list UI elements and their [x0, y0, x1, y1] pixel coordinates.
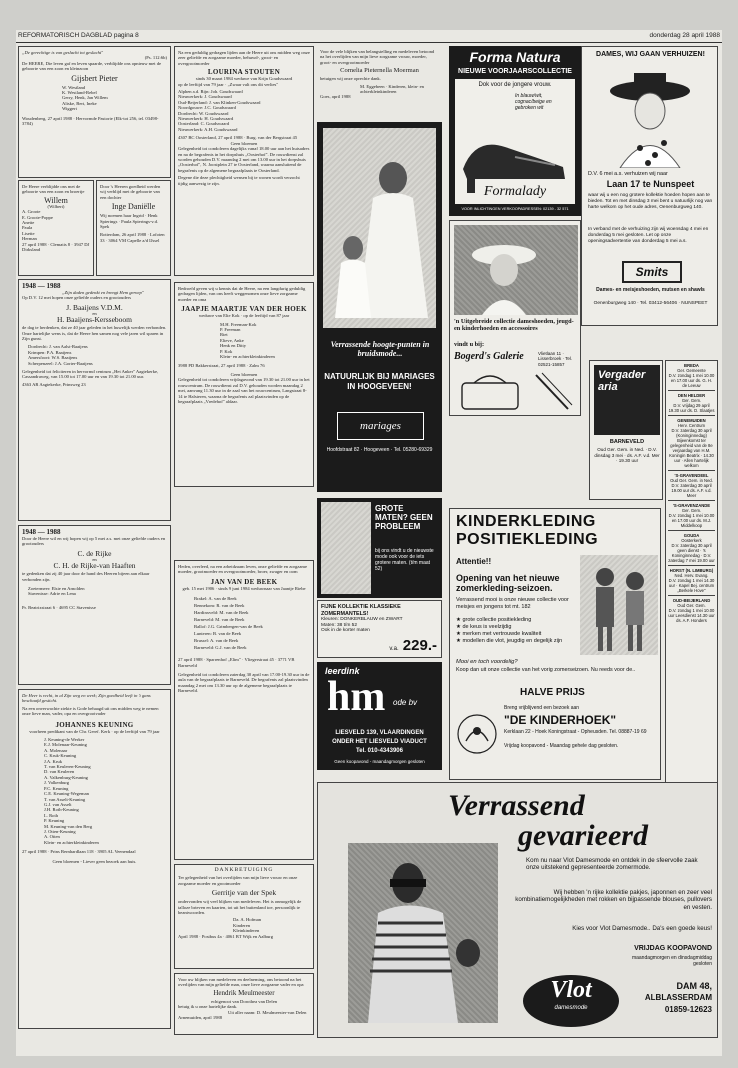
name-line: E. Groote-Poppe	[22, 214, 53, 220]
family-line: Klein- en achterkleinkinderen	[220, 354, 275, 360]
barneveld-place: BARNEVELD	[609, 439, 645, 445]
service-title: 'S-GRAVENDEEL	[674, 473, 709, 478]
thanks-vanderspek	[174, 864, 314, 969]
smits-body2: In verband met de verhuizing zijn wij woensdag 4 mei en donderdag 5 mei gesloten. Let op onze openingsadvertentie van donderdag 5 mei a.s.	[588, 227, 709, 244]
service-title: GENEMUIDEN	[677, 418, 706, 423]
service-item	[668, 418, 715, 468]
family-line: A. Otten	[44, 834, 60, 840]
model-photo	[321, 502, 371, 594]
header-right: donderdag 28 april 1988	[649, 32, 720, 39]
service-body: D.V. zaterdag 30 april 19.00 uur ds. A.F. v.d. Meer	[671, 483, 712, 498]
vlot-addr: DAM 48,	[676, 981, 712, 991]
service-title: BREDA	[684, 363, 699, 368]
vlot-lead: Kom nu naar Vlot Damesmode en ontdek in de sfeervolle zaak onze uitstekend gepresenteerde zomermode.	[526, 857, 698, 872]
notice-lead: Voor uw blijken van medeleven en deelneming, ons betoond na het overlijden van mijn geliefde man, onze lieve zorgzame vader en opa	[178, 977, 304, 988]
kinderhoek-q2: Koop dan uit onze collectie van het vorig zomerseizoen. Nu reeds voor de..	[456, 667, 636, 673]
service-title: 'S-GRAVENZANDE	[672, 503, 711, 508]
notice-lead: De Heere verblijdde ons met de geboorte van een zoon en broertje	[22, 184, 85, 195]
notice-name1: J. Baaijens V.D.M.	[66, 302, 123, 312]
vlot-title1: Verrassend	[448, 789, 585, 822]
notice-footer: Geen bloemen - Liever geen bezoek aan huis.	[52, 858, 137, 864]
family-line: Dordrecht: W. Goudswaard	[178, 110, 229, 116]
vlot-body2: Kies voor Vlot Damesmode.. Da's een goede keus!	[572, 925, 712, 932]
notice-sub: sinds 30 maart 1984 weduwe van Krijn Goudswaard	[195, 76, 293, 82]
notice-address: Pr. Beatrixstraat 6 · 4695 CC Stavenisse	[22, 604, 96, 610]
hat-girl-photo	[454, 225, 578, 315]
vlot-logo	[523, 975, 619, 1027]
smits-date: D.V. 6 mei a.s. verhuizen wij naar	[588, 171, 668, 177]
service-sub: Ned. Herv. Evang.	[674, 573, 709, 578]
parent-line: Gerry, Henk, Jan Willem	[62, 95, 108, 101]
service-item	[668, 473, 715, 498]
notice-age: op de leeftijd van 79 jaar · „Zwaar valt ons dit verlies"	[178, 81, 279, 87]
barneveld-logo: Vergader aria	[594, 365, 660, 435]
family-line: Nieuwerkerk: A.H. Goudswaard	[178, 126, 238, 132]
smits-newaddr: Laan 17 te Nunspeet	[606, 179, 695, 189]
children-photo	[580, 555, 658, 655]
notice-title: DANKBETUIGING	[214, 867, 274, 873]
hat-lady-illustration	[600, 63, 700, 168]
leerdink-tel: Tel. 010-4343906	[356, 748, 403, 754]
notice-lead: Na een geduldig gedragen lijden aan de Heere uit ons midden weg onze zeer geliefde en zorgzame moeder, behuwd-, groot- en overgrootmoeder	[178, 50, 310, 66]
service-item	[668, 598, 715, 623]
notice-lead: Heden, overleed, na een arbeidzaam leven, onze geliefde en zorgzame moeder, grootmoeder en overgrootmoeder, broer, zwager en oom	[178, 564, 307, 575]
notice-sign: Uit aller naam: D. Meulmeester-van Delen	[228, 1009, 307, 1015]
notice-address: 3988 PD Bakkerstraat, 27 april 1988 · Zalm 76	[178, 363, 265, 369]
thanks-moerman	[317, 46, 442, 118]
family-line: G.J. van Asselt	[44, 801, 72, 807]
birth-notice-willem	[18, 180, 94, 276]
notice-visit: Geen bloemen	[230, 371, 258, 377]
kinderhoek-note: Vrijdag koopavond - Maandag gehele dag gesloten.	[504, 743, 619, 749]
leerdink-brand: leerdink	[325, 666, 360, 676]
notice-name: Inge Daniëlle	[111, 202, 156, 212]
service-body: D.V. zondag 1 mei 10.00 en 17.00 uur ds. G. H. de Leeuw	[668, 373, 715, 388]
notice-body: te gedenken dat zij 40 jaar door de hand des Heeren bijeen aan elkaar verbonden zijn.	[22, 571, 150, 582]
family-line: Klein- en achterkleinkinderen	[44, 839, 99, 845]
notice-lead: Door 's Heeren goedheid werden wij verblijd met de geboorte van een dochter	[100, 184, 161, 200]
smits-logo: Smits	[622, 261, 682, 283]
divider	[668, 500, 715, 501]
family-line: E.J. Molenaar-Keuning	[44, 742, 87, 748]
service-item	[668, 503, 715, 528]
vlot-title2: gevarieerd	[518, 819, 648, 852]
service-body: D.V. zondag 1 mei 10.00 en 17.00 uur ds. M.J. Middelkoop	[668, 513, 715, 528]
name-line: Paula	[22, 225, 33, 231]
leerdink-sub: ONDER HET LIESVELD VIADUCT	[332, 739, 427, 745]
grotematen-body: bij ons vindt u de nieuwste mode ook voor de iets grotere maten. (t/m maat 52)	[375, 548, 434, 572]
family-line: J.A. Kruk	[44, 758, 62, 764]
family-line: Ballof: J.G. Grimbergen-van de Beek	[194, 624, 263, 630]
notice-family	[178, 595, 310, 651]
family-line: Brussel: A. van de Beek	[194, 638, 239, 644]
notice-visit: Geen bloemen	[230, 140, 258, 146]
mariages-slogan: NATUURLIJK BIJ MARIAGES IN HOOGEVEEN!	[324, 372, 435, 391]
notice-name2: C. H. de Rijke-van Haaften	[53, 561, 136, 571]
service-body: D.V. zaterdag 30 april geen dienst · 's Koninginnedag · D.V. zaterdag 7 mei 19.00 uur	[668, 543, 715, 563]
service-body: D.V. zondag 1 mei 14.30 uur · Kapel Bej. centrum „Berkele Hove"	[668, 578, 715, 593]
obituary-stouten	[174, 46, 314, 276]
formanatura-model: Formalady	[483, 184, 547, 199]
bogerd-brand: Bogerd's Galerie	[454, 351, 524, 362]
zomermantels-sizes: Maten: 38 t/m 52	[321, 622, 357, 628]
bogerd-line2: vindt u bij:	[454, 341, 485, 348]
family-line: C. Kruk-Keuning	[44, 753, 77, 759]
notice-body: de dag te herdenken, dat ze 40 jaar geleden in het huwelijk werden verbonden. Onze hartelijke wens is, dat de Heere hen samen nog vele jaren wil sparen in Zijn gunst.	[22, 325, 167, 342]
notice-lead: Ter gelegenheid van het overlijden van mijn lieve vrouw en onze zorgzame moeder en grootmoeder	[178, 875, 298, 886]
service-sub: Oud Ger. Gem. in Ned.	[670, 478, 713, 483]
obituary-vanderhoek	[174, 282, 314, 487]
family-line: Krimpen: P.A. Baaijens	[28, 349, 72, 355]
notice-lead: Op D.V. 12 mei hopen onze geliefde ouders en grootouders	[22, 295, 131, 301]
family-line: D. van Keuleren	[44, 769, 75, 775]
notice-family	[178, 89, 310, 132]
price-value: 229.-	[402, 637, 437, 654]
bullet-item: ★ grote collectie positiekleding	[456, 617, 532, 623]
girl-hat-illustration	[454, 225, 578, 315]
kinderhoek-title2: POSITIEKLEDING	[456, 531, 599, 548]
notice-body: ondervonden wij veel blijken van medeleven. Het is onmogelijk de talloze brieven en kaarten, tot uit het buitenland toe, persoonlijk te beantwoorden.	[178, 899, 302, 916]
notice-reception: Gelegenheid tot feliciteren in hervormd centrum „Het Anker" Aagtekerke, Cassandraweg, van 15.00 tot 17.00 uur en van 19.30 tot 21.00 uur.	[22, 369, 159, 380]
service-sub: Ger. Gemeente	[677, 368, 706, 373]
formanatura-note: In blauw/wit, cognac/beige en gebroken wit	[515, 93, 552, 111]
mariages-address: Hoofdstraat 82 · Hoogeveen · Tel. 05280-69329	[326, 447, 433, 453]
bullet-item: ★ modellen die vlot, jeugdig en degelijk zijn	[456, 638, 563, 644]
service-body: D.V. zaterdag 30 april (Koninginnedag) Bijeenkomst ter gelegenheid van de 8e verjaardag van H.M. Koningin Beatrix · 14.30 uur · Allen hartelijk welkom	[669, 428, 714, 468]
notice-lead: Na een onverwachte ziekte is Gode behaagd uit ons midden weg te nemen onze lieve man, vader, opa en overgrootvader	[22, 705, 159, 717]
smits-title: DAMES, WIJ GAAN VERHUIZEN!	[596, 51, 705, 58]
zomermantels-title: FIJNE KOLLEKTIE KLASSIEKE ZOMERMANTELS!	[321, 604, 401, 617]
vlot-hours: VRIJDAG KOOPAVOND	[634, 945, 712, 952]
leerdink-subbrand: ode bv	[393, 698, 418, 707]
service-item	[668, 393, 715, 413]
service-item	[668, 568, 715, 593]
family-line: J. Keuning-de Werker	[44, 737, 85, 743]
family-line: M.H. Freeman-Kok	[220, 321, 257, 327]
smits-tagline: Dames- en meisjeshoeden, mutsen en shawls	[596, 287, 705, 293]
bogerd-line1: 'n Uitgebreide collectie dameshoeden, jeugd- en kinderhoeden en accessoires	[454, 318, 574, 333]
notice-place: 27 april 1988 · Clematis 8 · 3947 DJ Dirksland	[22, 241, 90, 253]
family-line: Amersfoort: W.S. Baaijens	[28, 355, 78, 361]
ad-zomermantels	[317, 600, 442, 658]
notice-family	[22, 586, 167, 597]
name-line: Anette	[22, 220, 35, 226]
family-line: Kinderen	[233, 922, 251, 928]
family-line: C.E. Keuning-Wegeman	[44, 791, 89, 797]
zomermantels-price	[389, 637, 437, 654]
mariages-headline: Verrassende hoogte-punten in bruidsmode...	[330, 340, 430, 358]
bullet-item: ★ merken met vertrouwde kwaliteit	[456, 631, 542, 637]
notice-name: Gerritje van der Spek	[211, 888, 277, 898]
notice-lead: Bedroefd geven wij u kennis dat de Heere, na een langdurig geduldig gedragen lijden, van ons heeft weggenomen onze lieve zorgzame moeder en oma	[178, 286, 306, 302]
divider	[668, 415, 715, 416]
parent-line: K. Westland-Rebel	[62, 90, 97, 96]
family-line: J. Valkenburg	[44, 780, 70, 786]
family-line: P. Keuning	[44, 818, 65, 824]
service-item	[668, 363, 715, 388]
service-sub: Herv. Centrum	[678, 423, 705, 428]
handbag-illustration	[456, 369, 576, 413]
family-line: A. Valkenburg-Keuning	[44, 774, 88, 780]
ad-mariages	[317, 122, 442, 492]
family-line: Henk en Ditty	[220, 343, 247, 349]
zomermantels-offer: Ook in de korter maten	[321, 628, 370, 634]
service-title: DEN HELDER	[677, 393, 706, 398]
divider	[668, 595, 715, 596]
kinderhoek-q: Mooi en toch voordelig?	[456, 659, 518, 665]
leerdink-address: LIESVELD 139, VLAARDINGEN	[335, 730, 424, 736]
kinderhoek-bullets	[456, 617, 578, 645]
notice-sub: weduwe van Elie Kok · op de leeftijd van 87 jaar	[198, 313, 290, 319]
notice-name1: C. de Rijke	[77, 548, 112, 558]
notice-body: Gelegenheid tot condoleren zaterdag 30 april van 17.00-19.30 uur in de aula van de begraafplaats te Barneveld. De begrafenis zal plaatsvinden maandag 2 mei om 13.30 uur op de algemene begraafplaats te Barneveld.	[178, 672, 310, 694]
notice-address: Woudenberg, 27 april 1988 · Hervormde Pastorie (Elk-tot 256, tel. 03498-3784)	[22, 115, 159, 127]
header-left: REFORMATORISCH DAGBLAD pagina 8	[18, 32, 139, 39]
divider	[668, 390, 715, 391]
kinderhoek-brand: "DE KINDERHOEK"	[504, 713, 617, 727]
notice-family	[22, 344, 167, 366]
family-line: A. Molenaar	[44, 747, 68, 753]
parent-line: Aliske, Bert, Ineke	[62, 100, 97, 106]
notice-name: Gijsbert Pieter	[71, 73, 118, 83]
smits-body: waar wij u een nog grotere kollektie hoeden hopen aan te bieden. Tot en met dinsdag 3 mei bent u natuurlijk nog van harte welkom op het oude adres, Oenenburgweg 140.	[588, 193, 713, 210]
notice-en: en	[92, 556, 97, 562]
family-line: P.C. Keuning	[44, 785, 69, 791]
mariages-logo: mariages	[337, 412, 424, 440]
birth-notice-gijsbert	[18, 46, 171, 178]
service-title: OUD-BEIJERLAND	[672, 598, 711, 603]
service-title: HORST (N. LIMBURG)	[669, 568, 714, 573]
notice-name: JAN VAN DE BEEK	[210, 577, 278, 586]
notice-intro: De Heer is recht, in al Zijn weg en werk; Zijn goedheid leeft in 't gans beschaafd gesticht.	[22, 693, 151, 704]
service-body: D.V. zondag 1 mei 10.00 uur Leesdienst 14.30 uur ds. A.F. Honders	[668, 608, 715, 623]
ad-barneveld	[589, 360, 663, 500]
service-sub: Ger. Gem.	[681, 508, 702, 513]
model-illustration	[348, 843, 498, 1023]
notice-name: Cornelia Pieternella Moerman	[340, 67, 419, 75]
service-item	[668, 533, 715, 563]
family-line: L. Roth	[44, 812, 59, 818]
kinderhoek-body: Verrassend mooi is onze nieuwe collectie voor meisjes en jongens tot mt. 182	[456, 597, 569, 610]
notice-sign: M. Eggebeen · Kinderen, klein- en achterkleinkinderen	[360, 83, 424, 95]
formanatura-sub: Dok voor de jongere vrouw.	[478, 82, 552, 88]
name-line: A. Groote	[22, 209, 41, 215]
notice-end: Degene die deze plechtigheid wensen bij te wonen wordt verzocht tijdig aanwezig te zijn.	[178, 175, 300, 186]
family-line: Hardinxveld: M. van de Beek	[194, 610, 249, 616]
family-line: Lunteren: B. van de Beek	[194, 631, 242, 637]
family-line: J. Otten-Keuning	[44, 828, 76, 834]
family-line: M. Keuning-van den Berg	[44, 823, 93, 829]
ad-leerdink	[317, 662, 442, 770]
notice-address: 4307 BC Oosterland, 27 april 1988 · Burg. van der Bergstraat 45	[178, 135, 298, 141]
notice-sub: echtgenoot van Dorothea van Delen	[210, 998, 278, 1004]
family-line: Barneveld: M. van de Beek	[194, 617, 245, 623]
family-line: P. Freeman	[220, 327, 241, 333]
obituary-keuning	[18, 689, 171, 1029]
family-line: T. van Keuleren-Keuning	[44, 764, 91, 770]
notice-en: en	[92, 310, 97, 316]
divider	[668, 470, 715, 471]
bullet-text: grote collectie positiekleding	[462, 617, 532, 623]
family-line: Nieuwerkerk: H. Goudswaard	[178, 116, 234, 122]
bride-photo	[323, 128, 436, 328]
family-line: P. Kok	[220, 348, 233, 354]
kinderhoek-visit: Breng vrijblijvend een bezoek aan	[504, 705, 580, 711]
notice-family	[178, 917, 310, 933]
stork-logo-icon	[456, 713, 498, 755]
notice-address: 27 april 1988 · Sparrenhof „Elim" · Vliegerstraat 45 · 3771 VB Barneveld	[178, 657, 295, 668]
kinderhoek-attn: Attentie!!	[456, 557, 492, 566]
leerdink-logo: hm	[327, 674, 386, 720]
vlot-hours2: maandagmorgen en dinsdagmiddag gesloten	[631, 955, 712, 967]
formanatura-brand: Forma Natura	[469, 49, 561, 65]
church-services-listing	[665, 360, 718, 800]
ad-grotematen	[317, 498, 442, 598]
family-line: Alphen a.d. Rijn: Joh. Goudswaard	[178, 89, 243, 95]
leerdink-hours: Geen koopavond - maandagmorgen gesloten	[334, 759, 425, 764]
bullet-text: de keus is veelzijdig	[462, 624, 512, 630]
notice-sub: geb. 15 mei 1906 · sinds 9 juni 1984 weduwnaar van Jaantje Riebe	[182, 585, 306, 591]
barneveld-text: Oud Ger. Gem. in Ned. · D.V. dinsdag 3 mei · ds. A.F. v.d. Mer · 19.30 uur	[594, 447, 660, 464]
notice-place: Arnemuiden, april 1988	[178, 1015, 223, 1021]
notice-name2: H. Baaijens-Kersseboom	[57, 315, 132, 325]
notice-place: Goes, april 1988	[320, 94, 351, 100]
bogerd-address: Vlietlaan 11 · Lisserbroek · Tel. 02521-15857	[538, 351, 573, 367]
ad-bogerd	[449, 220, 581, 416]
name-line: Lisette	[22, 230, 35, 236]
ad-formanatura	[449, 46, 581, 216]
family-line: Zoetermeer: Elsie en Arnolden	[28, 586, 85, 592]
bullet-text: modellen die vlot, jeugdig en degelijk zijn	[462, 638, 563, 644]
ad-kinderhoek	[449, 508, 661, 780]
smits-address: Oenenburgweg 140 · Tel. 03412-56406 · NUNSPEET	[593, 301, 708, 306]
family-line: Da. A. Hofman	[233, 917, 262, 923]
notice-body: betuig ik u onze hartelijke dank.	[178, 1004, 238, 1010]
notice-names: Wij noemen haar Ingrid · Henk Spierings · Paula Spierings-v.d. Spek	[100, 213, 159, 230]
bride-illustration	[323, 128, 436, 328]
family-line: Oud-Beijerland: J. van Klinken-Goudswaard	[178, 99, 261, 105]
birth-notice-inge	[96, 180, 171, 276]
ad-smits	[581, 46, 718, 326]
family-line: Dordrecht: J. van Aalst-Baaijens	[28, 344, 88, 350]
notice-address: April 1988 · Postbus 4a · 4061 BT Wijk en Aalburg	[178, 933, 274, 939]
kinderhoek-half: HALVE PRIJS	[520, 687, 585, 698]
parent-line: Wiggert	[62, 106, 77, 112]
formanatura-title: NIEUWE VOORJAARSCOLLECTIE	[458, 68, 572, 75]
service-sub: Oud Ger. Gem.	[677, 603, 706, 608]
zomermantels-colors: Kleuren: DONKERBLAUW en ZWART	[321, 617, 403, 622]
family-line: Riet	[220, 332, 228, 338]
notice-name: Hendrik Meulmeester	[213, 988, 275, 997]
family-line: Elieve, Anke	[220, 337, 244, 343]
notice-family	[22, 737, 167, 845]
notice-place: Rotterdam, 26 april 1988 · Lofoten 33 · 3064 VM Capelle a/d IJssel	[100, 232, 165, 243]
notice-parents	[22, 85, 167, 112]
service-sub: Oosterkerk	[681, 538, 702, 543]
family-line: Kleinkinderen	[233, 928, 260, 934]
notice-ref: (Ps. 112:6b)	[144, 55, 167, 61]
bullet-text: merken met vertrouwde kwaliteit	[462, 631, 542, 637]
family-line: Nieuwerkerk: J. Goudswaard	[178, 94, 232, 100]
vlot-body: Wij hebben 'n rijke kollektie pakjes, japonnen en zeer veel kombinatiemogelijkheden met rokken en bijpassende blouses, pullovers en vesten.	[515, 889, 712, 911]
notice-lead: De HEERE, Die leven gaf en leven spaarde, verblijdde ons opnieuw met de geboorte van een zoon en kleinzoon	[22, 60, 162, 72]
notice-name: JAAPJE MAARTJE VAN DER HOEK	[181, 305, 307, 314]
family-line: Scherpenzeel: J.A. Gorter-Baaijens	[28, 360, 93, 366]
notice-sub: (Wilbert)	[47, 203, 65, 209]
family-line: Brakel: A. van de Beek	[194, 596, 237, 602]
service-sub: Ger. Gem.	[681, 398, 702, 403]
ad-vlot	[317, 782, 718, 1038]
family-line: Oosterland: C. Goudswaard	[178, 121, 230, 127]
notice-body: Gelegenheid tot condoleren vrijdagavond van 19.30 tot 21.00 uur in het rouwcentrum. De rouwdienst zal D.V. gehouden worden maandag 2 mei, aanvang 11.30 uur in de zaal van het rouwcentrum, Langstraat 8-14 te Halsteren, waarna de begrafenis zal plaatsvinden op de begraafplaats „Vredehof" aldaar.	[178, 377, 310, 404]
page-header	[16, 30, 722, 43]
notice-name: LOURINA STOUTEN	[207, 68, 281, 77]
notice-name: JOHANNES KEUNING	[55, 720, 134, 729]
obituary-vandebeek	[174, 560, 314, 860]
kinderhoek-address: Kerklaan 22 - Hoek Koningstraat - Opheusden. Tel. 08887-19 69	[504, 729, 647, 735]
price-prefix: v.a.	[389, 646, 399, 652]
notice-thanks: betuigen wij onze oprechte dank.	[320, 76, 381, 82]
vlot-city: ALBLASSERDAM	[644, 993, 712, 1002]
formanatura-panel	[455, 79, 575, 204]
family-line: Noordgouwe: J.C. Goudswaard	[178, 105, 236, 111]
family-line: Stavenisse: Adrie en Lena	[28, 591, 76, 597]
family-line: Barneveld: G.J. van de Beek	[194, 645, 247, 651]
parent-line: W. Westland	[62, 84, 86, 90]
notice-name: Willem	[44, 195, 68, 205]
anniversary-derijke	[18, 525, 171, 685]
notice-quote: „Zijn daden gedenkt en brengt Hem geroep"	[62, 290, 144, 295]
vlot-brand: Vlot	[550, 977, 592, 1003]
notice-body: Gelegenheid tot condoleren dagelijks vanaf 18.00 uur aan het huisadres en na de begrafenis in het dorpshuis „Oosterhof". De rouwdienst zal worden gehouden D.V. maandag 2 mei om 13.00 uur in het dorpshuis „Oosterhof", N. Joostplein 27 te Oosterland, waarna aansluitend de begrafenis op de algemene begraafplaats te Oosterland.	[178, 146, 310, 173]
notice-address: 4363 AR Aagtekerke, Prinsweg 23	[22, 381, 86, 387]
formanatura-footer: VOOR INLICHTINGEN VERKOOPADRESSEN: 02139 - 32 571	[461, 207, 569, 211]
vlot-brandsub: damesmode	[554, 1005, 588, 1011]
family-line: J.H. Roth-Keuning	[44, 807, 79, 813]
family-line: T. van Asselt-Keuning	[44, 796, 86, 802]
vlot-model-photo	[348, 843, 498, 1023]
kinderhoek-open: Opening van het nieuwe zomerkleding-seizoen.	[456, 573, 560, 593]
divider	[668, 565, 715, 566]
notice-date: 27 april 1988 · Prins Bernhardlaan 118 · 3905 AL Veenendaal	[22, 849, 136, 855]
grotematen-title: GROTE MATEN? GEEN PROBLEEM	[375, 504, 433, 531]
notice-years: 1948 — 1988	[22, 528, 61, 536]
service-title: GOUDA	[683, 533, 700, 538]
service-body: D.V. vrijdag 29 april 19.30 uur ds. D. Slaatjes	[668, 403, 715, 413]
notice-family	[178, 322, 310, 360]
notice-names	[22, 209, 90, 241]
name-line: Herman	[22, 236, 37, 242]
anniversary-baaijens	[18, 279, 171, 521]
children-illustration	[580, 555, 658, 655]
kinderhoek-title1: KINDERKLEDING	[456, 513, 596, 530]
family-line: Bennekom: R. van de Beek	[194, 603, 245, 609]
notice-years: 1948 — 1988	[22, 282, 61, 290]
bullet-item: ★ de keus is veelzijdig	[456, 624, 512, 630]
notice-quote: „De gerechtige is van geslacht tot geslacht"	[22, 50, 104, 55]
vlot-tel: 01859-12623	[664, 1005, 712, 1014]
notice-lead: Door de Heere wil en wij hopen wij op 5 mei a.s. met onze geliefde ouders en grootouders	[22, 536, 166, 547]
notice-lead: Voor de vele blijken van belangstelling en medeleven betoond na het overlijden van mijn lieve zorgzame vrouw, moeder, groot- en overgrootmoeder	[320, 49, 435, 65]
divider	[668, 530, 715, 531]
notice-sub: voorheen predikant van de Chr. Geref. Kerk · op de leeftijd van 79 jaar	[29, 728, 160, 734]
newspaper-page	[16, 30, 722, 1056]
thanks-meulmeester	[174, 973, 314, 1035]
